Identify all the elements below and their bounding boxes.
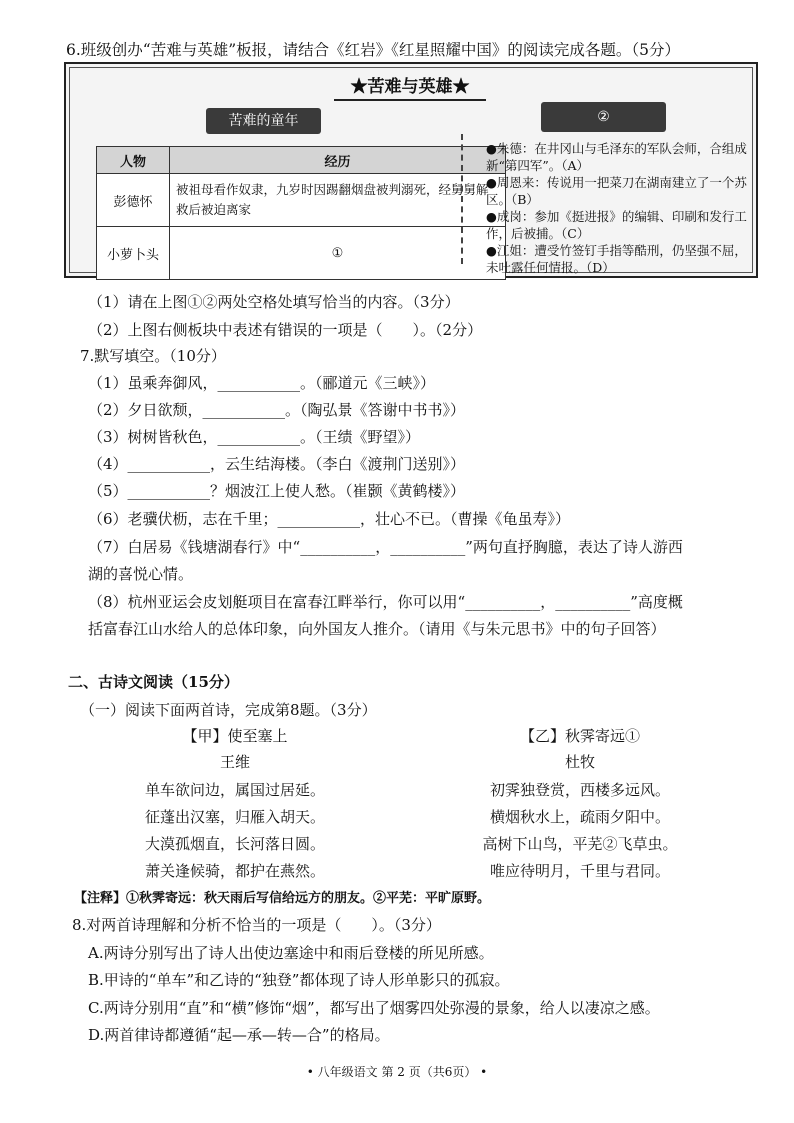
q7-item-7-cont: 湖的喜悦心情。 — [88, 565, 194, 583]
poem-b-title: 【乙】秋霁寄远① — [519, 727, 640, 745]
poem-a-line: 萧关逢候骑，都护在燕然。 — [144, 862, 325, 880]
row-person-name: 彭德怀 — [97, 174, 170, 227]
hero-item-d: ●江姐：遭受竹签钉手指等酷刑，仍坚强不屈，未吐露任何情报。（D） — [486, 243, 747, 275]
question-6-sub1: （1）请在上图①②两处空格处填写恰当的内容。（3分） — [88, 293, 460, 311]
q7-item-5: （5）___________？烟波江上使人愁。（崔颢《黄鹤楼》） — [88, 482, 466, 500]
right-section-tag-label: ② — [597, 109, 610, 125]
poem-a-line: 单车欲问边，属国过居延。 — [144, 781, 325, 799]
hero-item-a: ●朱德：在井冈山与毛泽东的军队会师，合组成新“第四军”。（A） — [486, 141, 747, 173]
poem-a-line: 大漠孤烟直，长河落日圆。 — [144, 835, 325, 853]
poem-a-author: 王维 — [219, 753, 250, 771]
blank-1: ① — [170, 227, 506, 280]
table-header-experience: 经历 — [170, 147, 506, 174]
section-2-part-1: （一）阅读下面两首诗，完成第8题。（3分） — [80, 701, 377, 719]
board-title: ★苦难与英雄★ — [334, 72, 486, 101]
poem-b-line: 初霁独登赏，西楼多远风。 — [489, 781, 670, 799]
q7-item-4: （4）___________，云生结海楼。（李白《渡荆门送别》） — [88, 455, 466, 473]
q7-item-3: （3）树树皆秋色，___________。（王绩《野望》） — [88, 428, 421, 446]
q7-item-1: （1）虽乘奔御风，___________。（郦道元《三峡》） — [88, 374, 436, 392]
board-divider — [461, 134, 463, 264]
annotation-note: 【注释】①秋霁寄远：秋天雨后写信给远方的朋友。②平芜：平旷原野。 — [74, 891, 491, 906]
q7-item-6: （6）老骥伏枥，志在千里；___________，壮心不已。（曹操《龟虽寿》） — [88, 510, 571, 528]
q8-option-d: D.两首律诗都遵循“起—承—转—合”的格局。 — [88, 1026, 390, 1044]
blackboard-panel — [64, 62, 758, 278]
table-row — [97, 227, 506, 280]
hero-list — [486, 140, 748, 276]
page-footer: • 八年级语文 第 2 页（共6页） • — [306, 1065, 488, 1079]
section-2-title: 二、古诗文阅读（15分） — [68, 673, 239, 691]
poem-b-line: 横烟秋水上，疏雨夕阳中。 — [489, 808, 670, 826]
q7-item-8-cont: 括富春江山水给人的总体印象，向外国友人推介。（请用《与朱元思书》中的句子回答） — [88, 620, 666, 638]
left-section-tag: 苦难的童年 — [206, 108, 321, 134]
q7-item-2: （2）夕日欲颓，___________。（陶弘景《答谢中书书》） — [88, 401, 466, 419]
question-8-stem: 8.对两首诗理解和分析不恰当的一项是（ ）。（3分） — [72, 916, 441, 934]
q8-option-c: C.两诗分别用“直”和“横”修饰“烟”，都写出了烟雾四处弥漫的景象，给人以凄凉之感。 — [88, 999, 660, 1017]
right-section-tag — [541, 102, 666, 132]
childhood-table — [96, 146, 506, 280]
poem-a-line: 征蓬出汉塞，归雁入胡天。 — [144, 808, 325, 826]
hero-item-c: ●成岗：参加《挺进报》的编辑、印刷和发行工作，后被捕。（C） — [486, 209, 747, 241]
poem-b-author: 杜牧 — [564, 753, 595, 771]
poem-a-title: 【甲】使至塞上 — [182, 727, 288, 745]
hero-item-b: ●周恩来：传说用一把菜刀在湖南建立了一个苏区。（B） — [486, 175, 747, 207]
q8-option-a: A.两诗分别写出了诗人出使边塞途中和雨后登楼的所见所感。 — [88, 944, 494, 962]
question-6-sub2: （2）上图右侧板块中表述有错误的一项是（ ）。（2分） — [88, 321, 483, 339]
question-7-stem: 7.默写填空。（10分） — [80, 347, 226, 365]
table-row — [97, 174, 506, 227]
q7-item-7: （7）白居易《钱塘湖春行》中“__________，__________”两句直抒胸臆，表达了诗人游西 — [88, 538, 683, 556]
poem-b-line: 唯应待明月，千里与君同。 — [489, 862, 670, 880]
row-person-name: 小萝卜头 — [97, 227, 170, 280]
q7-item-8: （8）杭州亚运会皮划艇项目在富春江畔举行，你可以用“__________，__________”高度概 — [88, 593, 683, 611]
q8-option-b: B.甲诗的“单车”和乙诗的“独登”都体现了诗人形单影只的孤寂。 — [88, 971, 510, 989]
question-6-stem: 6.班级创办“苦难与英雄”板报，请结合《红岩》《红星照耀中国》的阅读完成各题。（5分） — [66, 41, 681, 59]
poem-b-line: 高树下山鸟，平芜②飞草虫。 — [482, 835, 678, 853]
table-header-person: 人物 — [97, 147, 170, 174]
row-experience: 被祖母看作奴隶，九岁时因踢翻烟盘被判溺死，经舅舅解救后被迫离家 — [170, 174, 506, 227]
